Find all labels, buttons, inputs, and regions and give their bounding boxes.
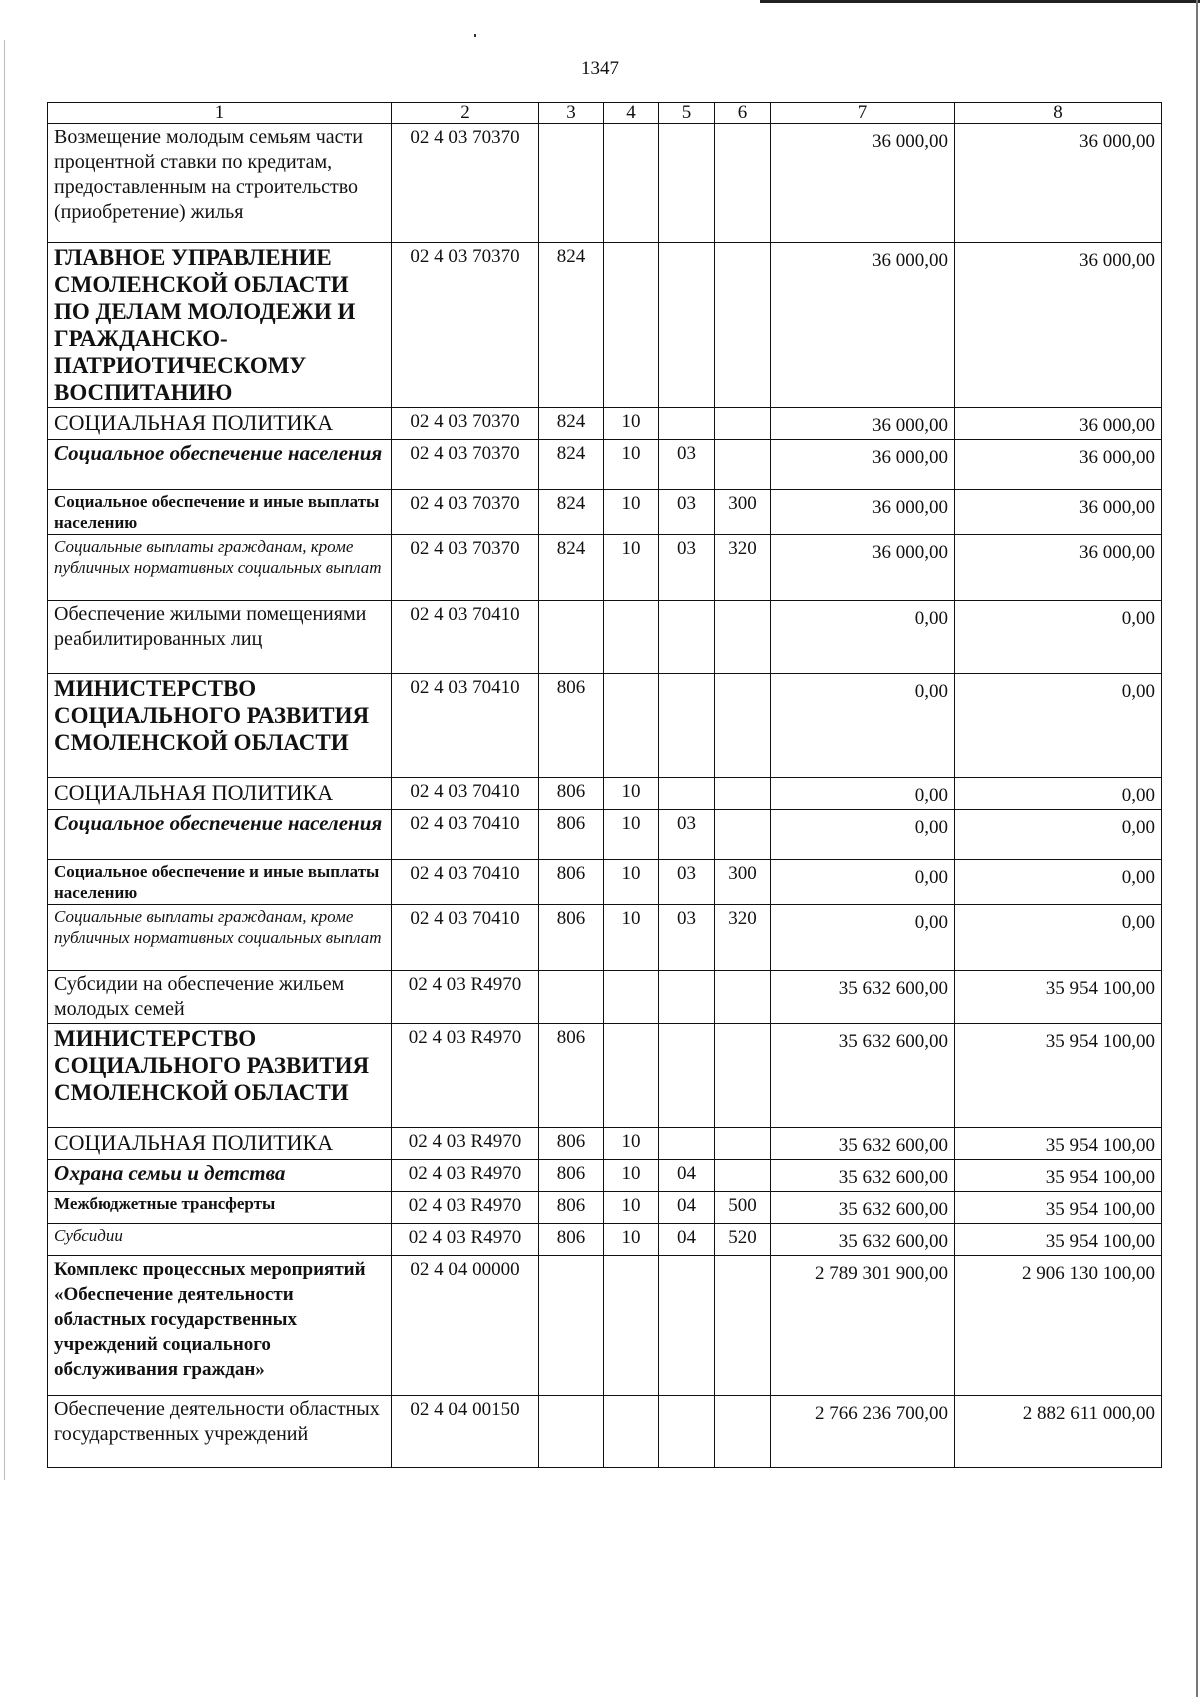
ministry-code-cell: 806 [539, 1160, 604, 1192]
target-article-cell: 02 4 03 70410 [392, 860, 539, 905]
header-cell: 6 [715, 103, 771, 124]
table-row [48, 124, 1162, 243]
ministry-code-cell: 824 [539, 243, 604, 408]
target-article-cell: 02 4 03 70370 [392, 535, 539, 601]
target-article-cell: 02 4 04 00000 [392, 1256, 539, 1396]
amount-year-2-cell: 36 000,00 [955, 490, 1162, 535]
amount-year-2-cell: 2 882 611 000,00 [955, 1396, 1162, 1468]
amount-year-2-cell: 35 954 100,00 [955, 1224, 1162, 1256]
expense-type-cell [715, 601, 771, 674]
section-code-cell: 10 [604, 860, 659, 905]
target-article-cell: 02 4 03 R4970 [392, 1128, 539, 1160]
amount-year-2-cell: 0,00 [955, 601, 1162, 674]
amount-year-1-cell: 36 000,00 [771, 124, 955, 243]
table-row [48, 810, 1162, 860]
amount-year-2-cell: 0,00 [955, 810, 1162, 860]
row-name-cell: Субсидии на обеспечение жильем молодых семей [48, 971, 392, 1024]
amount-year-1-cell: 35 632 600,00 [771, 1128, 955, 1160]
expense-type-cell [715, 971, 771, 1024]
table-row [48, 243, 1162, 408]
target-article-cell: 02 4 03 70410 [392, 778, 539, 810]
amount-year-1-cell: 36 000,00 [771, 440, 955, 490]
row-name-cell: Социальное обеспечение населения [48, 810, 392, 860]
ministry-code-cell [539, 1256, 604, 1396]
section-code-cell [604, 1256, 659, 1396]
subsection-code-cell: 03 [659, 860, 715, 905]
amount-year-1-cell: 2 789 301 900,00 [771, 1256, 955, 1396]
amount-year-1-cell: 36 000,00 [771, 408, 955, 440]
expense-type-cell: 320 [715, 905, 771, 971]
row-name-cell: Обеспечение деятельности областных государственных учреждений [48, 1396, 392, 1468]
ministry-code-cell: 824 [539, 440, 604, 490]
amount-year-1-cell: 35 632 600,00 [771, 971, 955, 1024]
table-row [48, 1256, 1162, 1396]
row-name-cell: ГЛАВНОЕ УПРАВЛЕНИЕ СМОЛЕНСКОЙ ОБЛАСТИ ПО ДЕЛАМ МОЛОДЕЖИ И ГРАЖДАНСКО-ПАТРИОТИЧЕСКОМУ ВОСПИТАНИЮ [48, 243, 392, 408]
ministry-code-cell: 806 [539, 778, 604, 810]
subsection-code-cell [659, 1396, 715, 1468]
header-cell: 1 [48, 103, 392, 124]
amount-year-2-cell: 35 954 100,00 [955, 1192, 1162, 1224]
ministry-code-cell [539, 971, 604, 1024]
table-row [48, 440, 1162, 490]
target-article-cell: 02 4 03 R4970 [392, 1192, 539, 1224]
target-article-cell: 02 4 03 70370 [392, 440, 539, 490]
amount-year-2-cell: 36 000,00 [955, 440, 1162, 490]
target-article-cell: 02 4 03 70370 [392, 243, 539, 408]
expense-type-cell [715, 1024, 771, 1128]
ministry-code-cell: 824 [539, 490, 604, 535]
expense-type-cell: 300 [715, 490, 771, 535]
amount-year-2-cell: 0,00 [955, 674, 1162, 778]
row-name-cell: Обеспечение жилыми помещениями реабилитированных лиц [48, 601, 392, 674]
header-cell: 2 [392, 103, 539, 124]
expense-type-cell: 520 [715, 1224, 771, 1256]
table-row [48, 1128, 1162, 1160]
amount-year-2-cell: 35 954 100,00 [955, 1160, 1162, 1192]
section-code-cell: 10 [604, 1128, 659, 1160]
section-code-cell: 10 [604, 1192, 659, 1224]
scan-edge-top [760, 0, 1200, 3]
section-code-cell: 10 [604, 408, 659, 440]
scan-edge-left [4, 40, 5, 1480]
amount-year-2-cell: 36 000,00 [955, 243, 1162, 408]
target-article-cell: 02 4 03 70410 [392, 810, 539, 860]
amount-year-1-cell: 35 632 600,00 [771, 1192, 955, 1224]
table-row [48, 860, 1162, 905]
expense-type-cell [715, 674, 771, 778]
row-name-cell: Социальное обеспечение населения [48, 440, 392, 490]
section-code-cell [604, 1396, 659, 1468]
target-article-cell: 02 4 03 70370 [392, 490, 539, 535]
table-row [48, 490, 1162, 535]
ministry-code-cell: 806 [539, 674, 604, 778]
row-name-cell: Охрана семьи и детства [48, 1160, 392, 1192]
ministry-code-cell: 824 [539, 408, 604, 440]
amount-year-2-cell: 36 000,00 [955, 535, 1162, 601]
target-article-cell: 02 4 03 70370 [392, 124, 539, 243]
header-cell: 4 [604, 103, 659, 124]
subsection-code-cell: 03 [659, 490, 715, 535]
amount-year-1-cell: 0,00 [771, 674, 955, 778]
target-article-cell: 02 4 03 70410 [392, 674, 539, 778]
subsection-code-cell: 04 [659, 1224, 715, 1256]
row-name-cell: МИНИСТЕРСТВО СОЦИАЛЬНОГО РАЗВИТИЯ СМОЛЕНСКОЙ ОБЛАСТИ [48, 674, 392, 778]
table-row [48, 601, 1162, 674]
section-code-cell: 10 [604, 440, 659, 490]
expense-type-cell [715, 408, 771, 440]
section-code-cell [604, 124, 659, 243]
header-cell: 3 [539, 103, 604, 124]
row-name-cell: Социальное обеспечение и иные выплаты населению [48, 490, 392, 535]
amount-year-1-cell: 0,00 [771, 810, 955, 860]
amount-year-1-cell: 36 000,00 [771, 243, 955, 408]
amount-year-1-cell: 0,00 [771, 601, 955, 674]
ministry-code-cell: 806 [539, 810, 604, 860]
section-code-cell [604, 971, 659, 1024]
amount-year-2-cell: 35 954 100,00 [955, 971, 1162, 1024]
target-article-cell: 02 4 03 70410 [392, 601, 539, 674]
ministry-code-cell: 824 [539, 535, 604, 601]
amount-year-1-cell: 0,00 [771, 905, 955, 971]
ministry-code-cell [539, 124, 604, 243]
ministry-code-cell [539, 601, 604, 674]
amount-year-1-cell: 35 632 600,00 [771, 1024, 955, 1128]
expense-type-cell [715, 1396, 771, 1468]
target-article-cell: 02 4 03 R4970 [392, 1160, 539, 1192]
section-code-cell [604, 1024, 659, 1128]
expense-type-cell [715, 440, 771, 490]
row-name-cell: Комплекс процессных мероприятий «Обеспечение деятельности областных государственных учреждений социального обслуживания граждан» [48, 1256, 392, 1396]
expense-type-cell: 300 [715, 860, 771, 905]
amount-year-2-cell: 35 954 100,00 [955, 1024, 1162, 1128]
page-number: 1347 [581, 58, 619, 79]
scan-edge-right [1196, 0, 1198, 1697]
header-row [48, 103, 1162, 124]
target-article-cell: 02 4 03 R4970 [392, 1024, 539, 1128]
scan-speck [474, 34, 476, 37]
row-name-cell: СОЦИАЛЬНАЯ ПОЛИТИКА [48, 1128, 392, 1160]
target-article-cell: 02 4 03 70370 [392, 408, 539, 440]
table-row [48, 408, 1162, 440]
expense-type-cell [715, 1256, 771, 1396]
row-name-cell: СОЦИАЛЬНАЯ ПОЛИТИКА [48, 778, 392, 810]
amount-year-1-cell: 35 632 600,00 [771, 1224, 955, 1256]
ministry-code-cell: 806 [539, 1224, 604, 1256]
amount-year-1-cell: 0,00 [771, 860, 955, 905]
row-name-cell: Возмещение молодым семьям части процентной ставки по кредитам, предоставленным на строительство (приобретение) жилья [48, 124, 392, 243]
row-name-cell: СОЦИАЛЬНАЯ ПОЛИТИКА [48, 408, 392, 440]
amount-year-1-cell: 0,00 [771, 778, 955, 810]
amount-year-1-cell: 36 000,00 [771, 490, 955, 535]
header-cell: 7 [771, 103, 955, 124]
table-row [48, 1224, 1162, 1256]
ministry-code-cell: 806 [539, 905, 604, 971]
table-row [48, 535, 1162, 601]
table-row [48, 674, 1162, 778]
amount-year-1-cell: 36 000,00 [771, 535, 955, 601]
amount-year-2-cell: 0,00 [955, 778, 1162, 810]
table-row [48, 1024, 1162, 1128]
target-article-cell: 02 4 04 00150 [392, 1396, 539, 1468]
expense-type-cell [715, 243, 771, 408]
subsection-code-cell: 03 [659, 905, 715, 971]
section-code-cell: 10 [604, 490, 659, 535]
amount-year-1-cell: 35 632 600,00 [771, 1160, 955, 1192]
amount-year-2-cell: 2 906 130 100,00 [955, 1256, 1162, 1396]
section-code-cell: 10 [604, 778, 659, 810]
row-name-cell: Социальные выплаты гражданам, кроме публичных нормативных социальных выплат [48, 905, 392, 971]
table-row [48, 905, 1162, 971]
header-cell: 5 [659, 103, 715, 124]
ministry-code-cell: 806 [539, 1128, 604, 1160]
header-cell: 8 [955, 103, 1162, 124]
subsection-code-cell: 04 [659, 1192, 715, 1224]
ministry-code-cell [539, 1396, 604, 1468]
subsection-code-cell [659, 778, 715, 810]
expense-type-cell [715, 778, 771, 810]
section-code-cell: 10 [604, 905, 659, 971]
subsection-code-cell [659, 674, 715, 778]
table-row [48, 1160, 1162, 1192]
ministry-code-cell: 806 [539, 860, 604, 905]
amount-year-2-cell: 35 954 100,00 [955, 1128, 1162, 1160]
subsection-code-cell: 03 [659, 440, 715, 490]
amount-year-2-cell: 36 000,00 [955, 124, 1162, 243]
expense-type-cell [715, 124, 771, 243]
target-article-cell: 02 4 03 70410 [392, 905, 539, 971]
expense-type-cell [715, 1160, 771, 1192]
expense-type-cell [715, 1128, 771, 1160]
subsection-code-cell: 03 [659, 810, 715, 860]
subsection-code-cell [659, 1024, 715, 1128]
subsection-code-cell [659, 124, 715, 243]
expense-type-cell: 320 [715, 535, 771, 601]
subsection-code-cell: 03 [659, 535, 715, 601]
amount-year-1-cell: 2 766 236 700,00 [771, 1396, 955, 1468]
amount-year-2-cell: 0,00 [955, 905, 1162, 971]
subsection-code-cell [659, 408, 715, 440]
table-row [48, 1396, 1162, 1468]
subsection-code-cell [659, 601, 715, 674]
section-code-cell [604, 243, 659, 408]
amount-year-2-cell: 36 000,00 [955, 408, 1162, 440]
section-code-cell: 10 [604, 1224, 659, 1256]
section-code-cell: 10 [604, 535, 659, 601]
subsection-code-cell [659, 1128, 715, 1160]
budget-table [47, 102, 1162, 1468]
section-code-cell [604, 601, 659, 674]
table-row [48, 971, 1162, 1024]
ministry-code-cell: 806 [539, 1192, 604, 1224]
row-name-cell: МИНИСТЕРСТВО СОЦИАЛЬНОГО РАЗВИТИЯ СМОЛЕНСКОЙ ОБЛАСТИ [48, 1024, 392, 1128]
ministry-code-cell: 806 [539, 1024, 604, 1128]
amount-year-2-cell: 0,00 [955, 860, 1162, 905]
table-row [48, 778, 1162, 810]
row-name-cell: Социальное обеспечение и иные выплаты населению [48, 860, 392, 905]
row-name-cell: Социальные выплаты гражданам, кроме публичных нормативных социальных выплат [48, 535, 392, 601]
subsection-code-cell [659, 1256, 715, 1396]
expense-type-cell: 500 [715, 1192, 771, 1224]
subsection-code-cell [659, 971, 715, 1024]
section-code-cell [604, 674, 659, 778]
subsection-code-cell [659, 243, 715, 408]
table-row [48, 1192, 1162, 1224]
row-name-cell: Субсидии [48, 1224, 392, 1256]
section-code-cell: 10 [604, 810, 659, 860]
expense-type-cell [715, 810, 771, 860]
section-code-cell: 10 [604, 1160, 659, 1192]
subsection-code-cell: 04 [659, 1160, 715, 1192]
row-name-cell: Межбюджетные трансферты [48, 1192, 392, 1224]
target-article-cell: 02 4 03 R4970 [392, 971, 539, 1024]
target-article-cell: 02 4 03 R4970 [392, 1224, 539, 1256]
